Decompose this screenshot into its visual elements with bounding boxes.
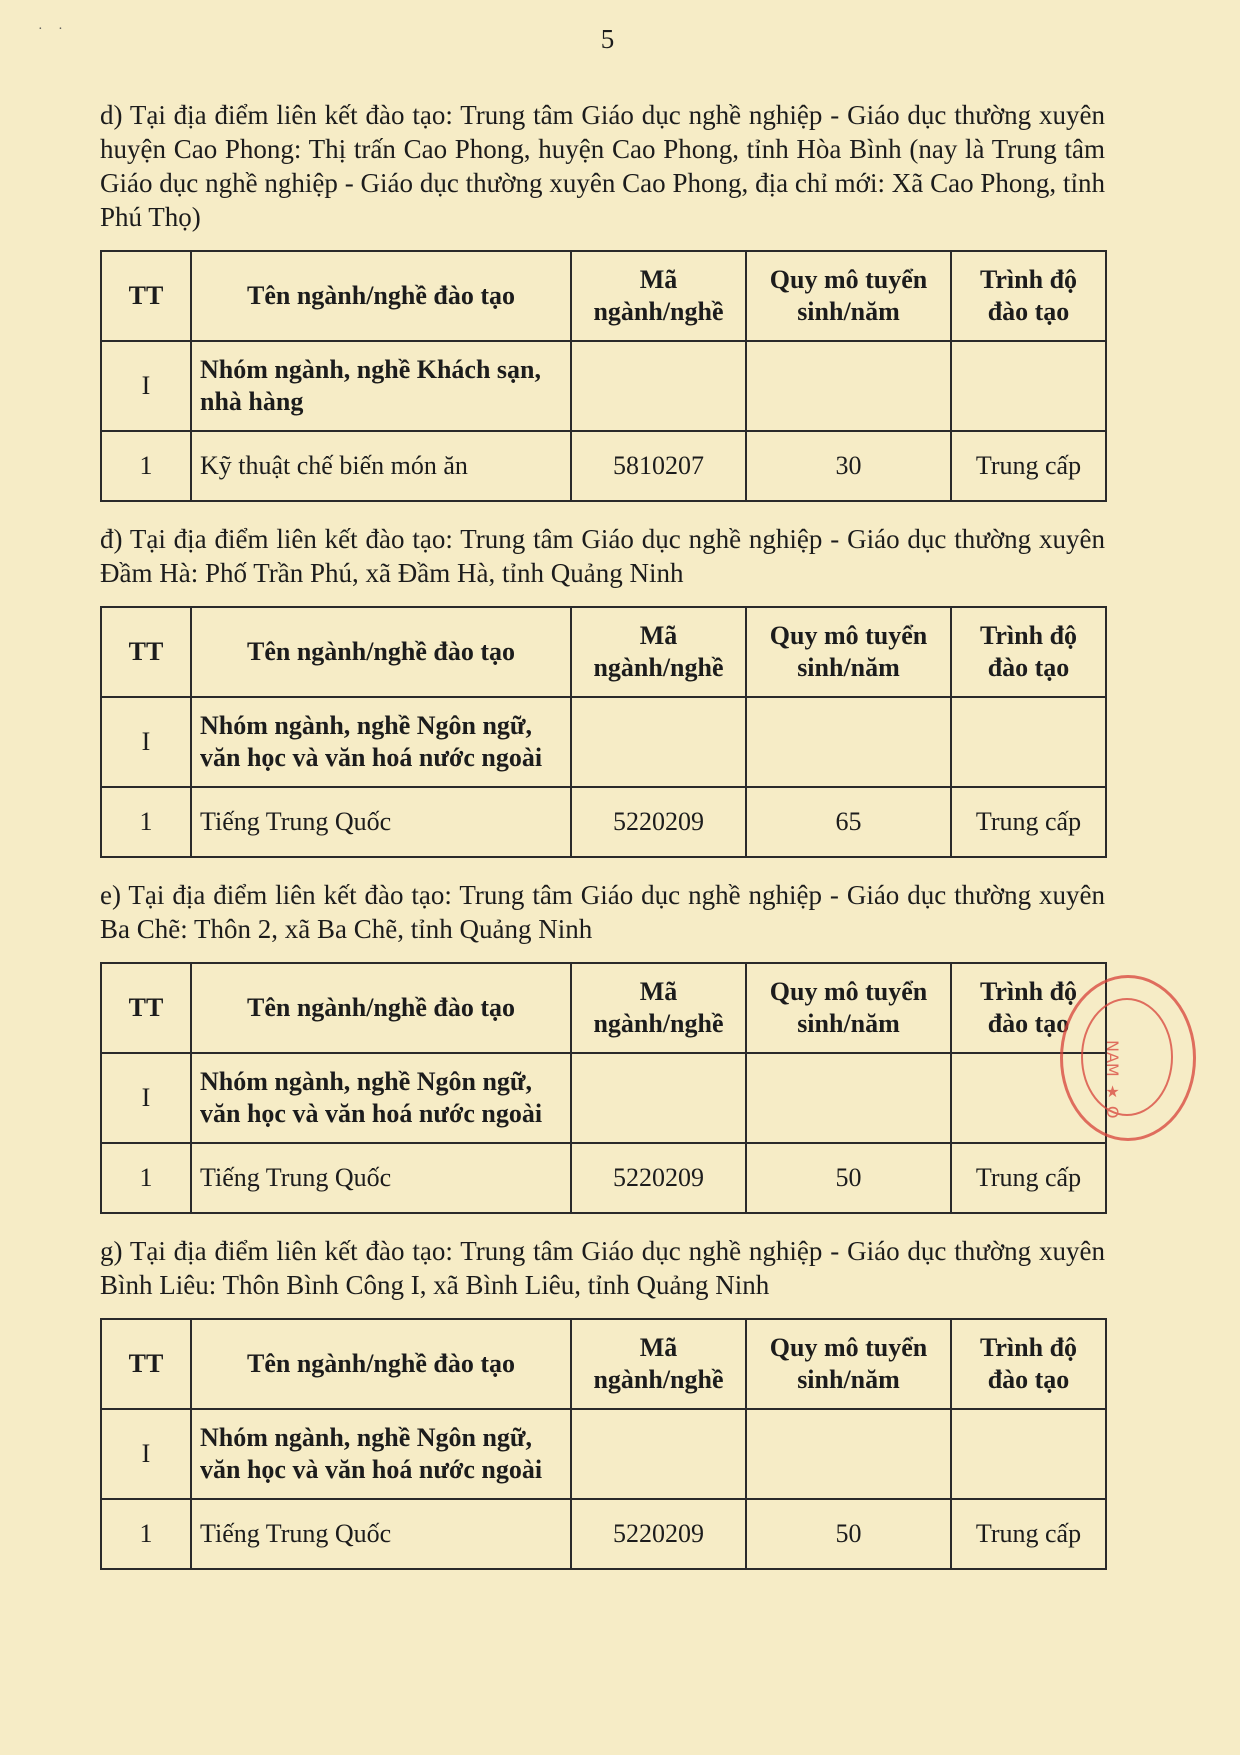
row-tt: 1 bbox=[101, 431, 191, 501]
row-code: 5220209 bbox=[571, 1143, 746, 1213]
header-tt: TT bbox=[101, 963, 191, 1053]
header-level: Trình độ đào tạo bbox=[951, 607, 1106, 697]
row-code: 5220209 bbox=[571, 787, 746, 857]
empty-cell bbox=[746, 697, 951, 787]
table-header-row bbox=[101, 607, 1106, 697]
table-header-row bbox=[101, 251, 1106, 341]
row-level: Trung cấp bbox=[951, 1499, 1106, 1569]
table-row bbox=[101, 1499, 1106, 1569]
row-scale: 50 bbox=[746, 1499, 951, 1569]
section-d bbox=[100, 98, 1105, 502]
group-tt: I bbox=[101, 1409, 191, 1499]
header-name: Tên ngành/nghề đào tạo bbox=[191, 963, 571, 1053]
header-code: Mã ngành/nghề bbox=[571, 963, 746, 1053]
row-level: Trung cấp bbox=[951, 787, 1106, 857]
section-heading: e) Tại địa điểm liên kết đào tạo: Trung tâm Giáo dục nghề nghiệp - Giáo dục thường xuyên Ba Chẽ: Thôn 2, xã Ba Chẽ, tỉnh Quảng Ninh bbox=[100, 880, 1105, 944]
header-code: Mã ngành/nghề bbox=[571, 607, 746, 697]
header-tt: TT bbox=[101, 251, 191, 341]
table-row bbox=[101, 431, 1106, 501]
row-name: Kỹ thuật chế biến món ăn bbox=[191, 431, 571, 501]
program-table bbox=[100, 1318, 1107, 1570]
section-g bbox=[100, 1234, 1105, 1570]
empty-cell bbox=[746, 1053, 951, 1143]
header-scale: Quy mô tuyển sinh/năm bbox=[746, 251, 951, 341]
row-name: Tiếng Trung Quốc bbox=[191, 1143, 571, 1213]
empty-cell bbox=[571, 697, 746, 787]
seal-text: NAM ★ O bbox=[1103, 1040, 1122, 1119]
row-name: Tiếng Trung Quốc bbox=[191, 1499, 571, 1569]
row-scale: 50 bbox=[746, 1143, 951, 1213]
group-row bbox=[101, 1409, 1106, 1499]
empty-cell bbox=[951, 341, 1106, 431]
group-tt: I bbox=[101, 697, 191, 787]
empty-cell bbox=[746, 1409, 951, 1499]
section-dd bbox=[100, 522, 1105, 858]
table-header-row bbox=[101, 963, 1106, 1053]
header-name: Tên ngành/nghề đào tạo bbox=[191, 251, 571, 341]
group-row bbox=[101, 1053, 1106, 1143]
group-name: Nhóm ngành, nghề Khách sạn, nhà hàng bbox=[191, 341, 571, 431]
header-level: Trình độ đào tạo bbox=[951, 251, 1106, 341]
row-code: 5220209 bbox=[571, 1499, 746, 1569]
header-name: Tên ngành/nghề đào tạo bbox=[191, 607, 571, 697]
row-scale: 65 bbox=[746, 787, 951, 857]
program-table bbox=[100, 606, 1107, 858]
group-name: Nhóm ngành, nghề Ngôn ngữ, văn học và văn hoá nước ngoài bbox=[191, 1053, 571, 1143]
section-e bbox=[100, 878, 1105, 1214]
header-code: Mã ngành/nghề bbox=[571, 251, 746, 341]
group-tt: I bbox=[101, 1053, 191, 1143]
header-tt: TT bbox=[101, 1319, 191, 1409]
row-level: Trung cấp bbox=[951, 1143, 1106, 1213]
program-table bbox=[100, 250, 1107, 502]
page-number: 5 bbox=[600, 24, 615, 54]
row-name: Tiếng Trung Quốc bbox=[191, 787, 571, 857]
group-name: Nhóm ngành, nghề Ngôn ngữ, văn học và văn hoá nước ngoài bbox=[191, 697, 571, 787]
empty-cell bbox=[951, 697, 1106, 787]
section-heading: g) Tại địa điểm liên kết đào tạo: Trung tâm Giáo dục nghề nghiệp - Giáo dục thường xuyên Bình Liêu: Thôn Bình Công I, xã Bình Liêu, tỉnh Quảng Ninh bbox=[100, 1236, 1105, 1300]
row-level: Trung cấp bbox=[951, 431, 1106, 501]
section-heading: đ) Tại địa điểm liên kết đào tạo: Trung tâm Giáo dục nghề nghiệp - Giáo dục thường xuyên Đầm Hà: Phố Trần Phú, xã Đầm Hà, tỉnh Quảng Ninh bbox=[100, 524, 1105, 588]
header-scale: Quy mô tuyển sinh/năm bbox=[746, 1319, 951, 1409]
empty-cell bbox=[571, 341, 746, 431]
group-row bbox=[101, 341, 1106, 431]
empty-cell bbox=[746, 341, 951, 431]
row-tt: 1 bbox=[101, 1143, 191, 1213]
header-tt: TT bbox=[101, 607, 191, 697]
scan-specks: · · bbox=[38, 22, 69, 37]
row-scale: 30 bbox=[746, 431, 951, 501]
header-name: Tên ngành/nghề đào tạo bbox=[191, 1319, 571, 1409]
official-seal bbox=[1060, 975, 1196, 1141]
header-scale: Quy mô tuyển sinh/năm bbox=[746, 963, 951, 1053]
empty-cell bbox=[571, 1053, 746, 1143]
program-table bbox=[100, 962, 1107, 1214]
seal-inner-ring bbox=[1081, 998, 1173, 1119]
table-header-row bbox=[101, 1319, 1106, 1409]
empty-cell bbox=[571, 1409, 746, 1499]
row-tt: 1 bbox=[101, 787, 191, 857]
header-scale: Quy mô tuyển sinh/năm bbox=[746, 607, 951, 697]
section-heading: d) Tại địa điểm liên kết đào tạo: Trung tâm Giáo dục nghề nghiệp - Giáo dục thường xuyên huyện Cao Phong: Thị trấn Cao Phong, huyện Cao Phong, tỉnh Hòa Bình (nay là Trung tâm Giáo dục nghề nghiệp - Giáo dục thường xuyên Cao Phong, địa chỉ mới: Xã Cao Phong, tỉnh Phú Thọ) bbox=[100, 100, 1105, 232]
table-row bbox=[101, 1143, 1106, 1213]
header-level: Trình độ đào tạo bbox=[951, 963, 1106, 1053]
group-name: Nhóm ngành, nghề Ngôn ngữ, văn học và văn hoá nước ngoài bbox=[191, 1409, 571, 1499]
row-code: 5810207 bbox=[571, 431, 746, 501]
group-row bbox=[101, 697, 1106, 787]
group-tt: I bbox=[101, 341, 191, 431]
empty-cell bbox=[951, 1409, 1106, 1499]
table-row bbox=[101, 787, 1106, 857]
header-code: Mã ngành/nghề bbox=[571, 1319, 746, 1409]
header-level: Trình độ đào tạo bbox=[951, 1319, 1106, 1409]
row-tt: 1 bbox=[101, 1499, 191, 1569]
